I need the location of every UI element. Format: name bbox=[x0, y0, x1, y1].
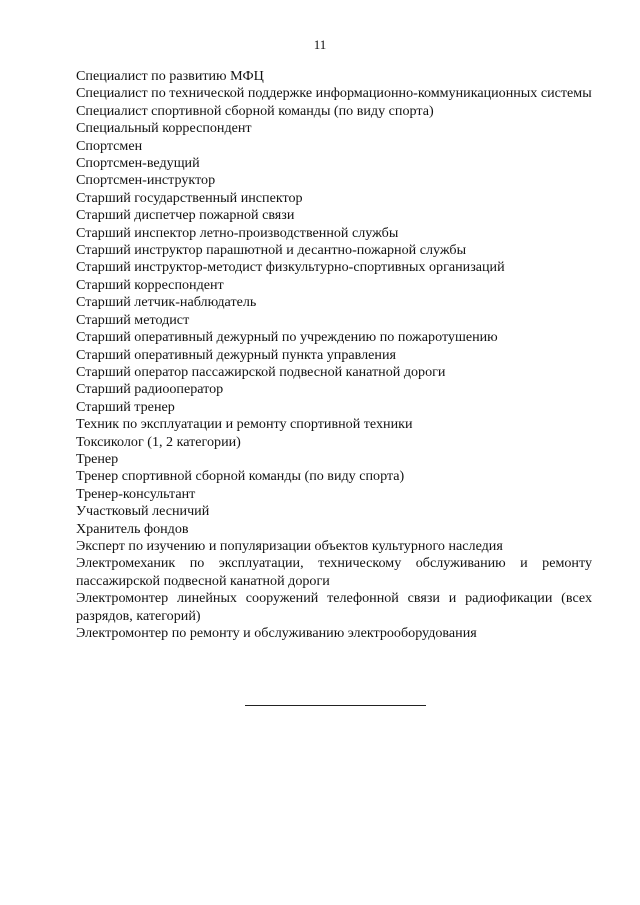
list-item: Старший инспектор летно-производственной службы bbox=[76, 224, 399, 241]
list-item: Спортсмен bbox=[76, 137, 143, 154]
list-item: Старший радиооператор bbox=[76, 381, 224, 398]
list-item: Спортсмен-ведущий bbox=[76, 155, 200, 172]
list-item: Специальный корреспондент bbox=[76, 120, 252, 137]
list-item: Техник по эксплуатации и ремонту спортивной техники bbox=[76, 416, 413, 433]
occupation-list bbox=[76, 68, 592, 642]
list-item: Старший государственный инспектор bbox=[76, 189, 303, 206]
list-item: Старший летчик-наблюдатель bbox=[76, 294, 257, 311]
list-item: Эксперт по изучению и популяризации объектов культурного наследия bbox=[76, 537, 503, 554]
list-item: Старший инструктор-методист физкультурно-спортивных организаций bbox=[76, 259, 505, 276]
list-item: Токсиколог (1, 2 категории) bbox=[76, 433, 241, 450]
list-item: Старший инструктор парашютной и десантно-пожарной службы bbox=[76, 242, 467, 259]
page-number: 11 bbox=[313, 37, 327, 52]
list-item: Старший оператор пассажирской подвесной канатной дороги bbox=[76, 363, 446, 380]
list-item: Старший корреспондент bbox=[76, 276, 224, 293]
list-item: Электромонтер линейных сооружений телефонной связи и радиофикации (всех разрядов, категорий) bbox=[76, 590, 592, 624]
list-item: Старший оперативный дежурный по учреждению по пожаротушению bbox=[76, 329, 498, 346]
list-item: Специалист по развитию МФЦ bbox=[76, 68, 264, 84]
list-item: Хранитель фондов bbox=[76, 520, 189, 537]
list-item: Участковый лесничий bbox=[76, 503, 210, 520]
list-item: Тренер спортивной сборной команды (по виду спорта) bbox=[76, 468, 405, 485]
list-item: Электромеханик по эксплуатации, техническому обслуживанию и ремонту пассажирской подвесной канатной дороги bbox=[76, 555, 592, 589]
list-item: Электромонтер по ремонту и обслуживанию электрооборудования bbox=[76, 625, 477, 641]
end-of-list-rule bbox=[245, 705, 426, 706]
list-item: Старший методист bbox=[76, 311, 190, 328]
list-item: Тренер bbox=[76, 450, 119, 467]
list-item: Специалист спортивной сборной команды (по виду спорта) bbox=[76, 102, 434, 119]
list-item: Старший диспетчер пожарной связи bbox=[76, 207, 295, 224]
list-item: Специалист по технической поддержке информационно-коммуникационных системы bbox=[76, 85, 592, 102]
list-item: Старший оперативный дежурный пункта управления bbox=[76, 346, 396, 363]
list-item: Спортсмен-инструктор bbox=[76, 172, 216, 189]
list-item: Тренер-консультант bbox=[76, 485, 196, 502]
list-item: Старший тренер bbox=[76, 398, 175, 415]
